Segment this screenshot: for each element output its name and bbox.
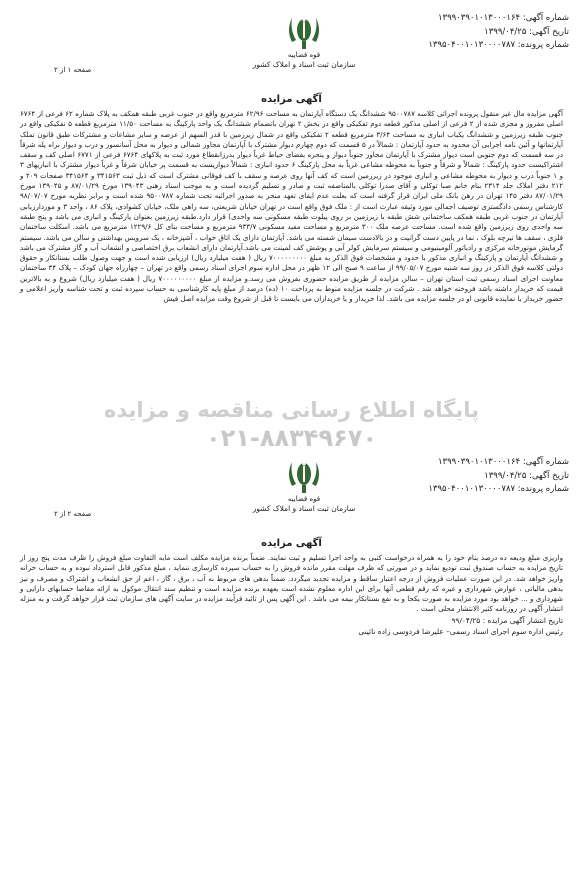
judiciary-emblem xyxy=(244,452,364,513)
emblem-label: قوه قضاییه xyxy=(287,51,321,59)
watermark-phone: ۰۲۱-۸۸۳۴۹۶۷۰ xyxy=(205,424,378,452)
notice-meta xyxy=(339,12,569,53)
organization-name: سازمان ثبت اسناد و املاک کشور xyxy=(252,504,356,513)
notice-date: تاریخ آگهی: ۱۳۹۹/۰۴/۲۵ xyxy=(484,470,569,481)
page-header xyxy=(14,4,569,92)
notice-meta xyxy=(339,456,569,497)
notice-date: تاریخ آگهی: ۱۳۹۹/۰۴/۲۵ xyxy=(484,26,569,37)
notice-body: واریزی مبلغ ودیعه ده درصد بنام خود را به همراه درخواست کتبی به واحد اجرا تسلیم و ثبت نمایند. ضمناً برنده مزایده مکلف است مابه التفاوت مبلغ فروش را ظرف مدت پنج روز از تاریخ مزایده به حساب صندوق ثبت تودیع نماید و در صورتی که ظرف مهلت مقرر مانده فروش را به حساب سپرده کارسازی ننماید ، مبلغ مذکور قابل استرداد نبوده و به حساب خزانه واریز خواهد شد. در این صورت عملیات فروش از درجه اعتبار ساقط و مزایده تجدید میگردد. ضمناً بدهی های مربوط به آب ، برق ، گاز ، اعم از حق انشعاب و اشتراک و مصرف و نیز بدهی مالیاتی ، عوارض شهرداری و غیره که رقم قطعی آنها برای این اداره معلوم نشده است بعهده برنده مزایده است و تنظیم سند انتقال موکول به ارائه مفاصا حسابهای دارایی و شهرداری و ... خواهد بود مورد مزایده به صورت یکجا و به نفع بستانکار بیمه می باشد . این آگهی پس از تائید فرآیند مزایده در سایت آگهی های سازمان ثبت قرار خواهد گرفت و به منزله انتشار آگهی در روزنامه کثیر الانتشار محلی است . xyxy=(20,553,563,614)
notice-body: آگهی مزایده مال غیر منقول پرونده اجرائی کلاسه ۹۵۰۰۷۸۷ ششدانگ یک دستگاه آپارتمان به مساحت ۶۲/۹۶ مترمربع واقع در جنوب غربی طبقه همکف به پلاک شماره ۶۲ فرعی از ۶۷۶۴ اصلی مفروز و مجزی شده از ۲ فرعی از اصلی مذکور قطعه دوم تفکیکی واقع در بخش ۲ تهران بانضمام ششدانگ یک واحد پارکینگ به مساحت ۱۱/۵۰ مترمربع قطعه ۵ تفکیکی واقع در جنوب طبقه زیرزمین و ششدانگ یکباب انباری به مساحت ۳/۶۴ مترمربع قطعه ۲ تفکیکی واقع در شمال زیرزمین با قدر السهم از عرصه و سایر مشاعات و مشترکات طبق قانون تملک آپارتمانها و آئین نامه اجرایی آن محدود به حدود آپارتمان : شمالاً در ۵ قسمت که دوم چهارم دیوار مشترک با آپارتمان مجاور شمالی و دیوار به محل آسانسور و درب و دیوار براه پله شرقاً در سه قسمت که دوم جنوبی است دیوار مشترک با آپارتمان مجاور جنوباً دیوار و پنجره بفضای حیاط غرباً دیوار بدرزانقطاع مورد ثبت به پلاکهای ۶۷۶۴ فرعی از ۶۷۷۱ اصلی کف و سقف اشتراکیست حدود پارکینگ : شمالاً و شرقاً و جنوباً به محوطه مشاعی غرباً به محل پارکینگ ۶ حدود انباری : شمالاً دیواریست به قسمت پر خیابان شرقاً و غرباً دیوار مشترک با انباریهای ۳ و ۱ جنوباً درب و دیوار به محوطه مشاعی و انباری موجود در زیرزمین است که کف آنها روی عرصه و سقف با کف فوقانی مشترک است که ذیل ثبت ۳۴۱۵۶۳ و ۳۴۱۵۶۴ صفحات ۲۰۹ و ۲۱۲ دفتر املاک جلد ۲۳۱۴ بنام خانم صبا توکلی و آقای صدرا توکلی بالمناصفه ثبت و صادر و تسلیم گردیده است و به موجب اسناد رهنی ۱۳۹۰۴۳ مورخ ۸۷/۰۱/۲۹ و ۱۳۹۰۴۵ مورخ ۸۷/۰۱/۲۹ دفتر ۱۴۵ تهران در رهن بانک ملی ایران قرار گرفته است که بعلت عدم ایفای تعهد منجر به صدور اجرائیه تحت شماره ۹۵۰۰۷۸۷ شده است و برابر نظریه مورخ ۹۸/۰۷/۰۷ کارشناس رسمی دادگستری توصیف اجمالی مورد وثیقه عبارت است از : ملک فوق واقع است در تهران خیابان شریعتی، سه راهی ملک، خیابان کشوادی، پلاک ۸۶ ، واحد ۳ و موردارزیابی آپارتمان در جنوب غربی طبقه همکف ساختمانی شش طبقه با زیرزمین بر روی پیلوت طبقه مسکونی سه واحدی) قرار دارد.طبقه زیرزمین بعنوان پارکینگ و انباری می باشد و پنج طبقه سه واحدی روی زیرزمین واقع شده است. مساحت عرصه ملک ۳۰۰ مترمربع و مساحت مفید مسکونی ۹۳۳/۷ مترمربع و مساحت بنای کل ۱۲۲۹/۶ مترمربع می باشد. اسکلت ساختمان فلزی ، سقف ها تیرچه بلوک ، نما در پایین دست گرانیت و در بالادست سیمان شسته می باشد. آپارتمان دارای یک اتاق خواب ، آشپزخانه ، یک سرویس بهداشتی و سالن می باشد. سیستم گرمایش موتورخانه مرکزی و رادیاتور آلومینیومی و سیستم سرمایش کولر آبی و پوشش کف لمینت می باشد.آپارتمان دارای انشعاب برق اختصاصی و انشعاب آب و گاز مشترک می باشد و ششدانگ آپارتمان و پارکینگ و انباری مذکور با حدود و مشخصات فوق الذکر به مبلغ ۷۰۰۰۰۰۰۰۰۰ ریال ( هفت میلیارد ریال) ارزیابی شده است و جهت وصول طلب بستانکار و حقوق دولتی کلاسه فوق الذکر در روز سه شنبه مورخ ۹۹/۰۵/۰۷ از ساعت ۹ صبح الی ۱۲ ظهر در محل اداره سوم اجرای اسناد رسمی واقع در تهران – چهارراه جهان کودک – پلاک ۳۴ ساختمان معاونت اجرای اسناد رسمی ثبت استان تهران – سالن مزایده از طریق مزایده حضوری بفروش می رسد.و مزایده از مبلغ ۷۰۰۰۰۰۰۰۰۰ ریال ( هفت میلیارد ریال) شروع و به بالاترین قیمت که خریدار داشته باشد فروخته خواهد شد . شرکت در جلسه مزایده منوط به پرداخت ۱۰ (ده) درصد از مبلغ پایه کارشناسی به حساب سپرده ثبت و تحت شناسه واریز اعلامی و حضور خریدار یا نماینده قانونی او در جلسه مزایده می باشد. لذا خریدار و یا خریداران می بایست تا قبل از شروع وقت مزایده اصل فیش xyxy=(20,109,564,304)
notice-number: شماره آگهی: ۱۳۹۹۰۳۹۰۱۰۱۳۰۰۰۱۶۴ xyxy=(437,457,569,467)
notice-number: شماره آگهی: ۱۳۹۹۰۳۹۰۱۰۱۳۰۰۰۱۶۴ xyxy=(437,13,569,23)
emblem-icon xyxy=(282,452,326,496)
case-number: شماره پرونده: ۱۳۹۵۰۴۰۰۱۰۱۳۰۰۰۰۷۸۷ xyxy=(428,40,569,50)
judiciary-emblem xyxy=(244,8,364,69)
watermark-title: پایگاه اطلاع رسانی مناقصه و مزایده xyxy=(103,398,480,422)
organization-name: سازمان ثبت اسناد و املاک کشور xyxy=(252,60,356,69)
notice-title: آگهی مزایده xyxy=(261,94,322,105)
page-number: صفحه ۲ از ۲ xyxy=(54,510,92,518)
case-number: شماره پرونده: ۱۳۹۵۰۴۰۰۱۰۱۳۰۰۰۰۷۸۷ xyxy=(428,484,569,494)
page-header xyxy=(14,448,569,536)
publish-date: تاریخ انتشار آگهی مزایده : ۹۹/۰۴/۲۵ xyxy=(451,615,563,625)
page-number: صفحه ۱ از ۲ xyxy=(54,66,92,74)
page-1 xyxy=(14,4,569,444)
page-2 xyxy=(14,448,569,874)
emblem-label: قوه قضاییه xyxy=(287,495,321,503)
emblem-icon xyxy=(282,8,326,52)
signature: رئیس اداره سوم اجرای اسناد رسمی– علیرضا فردوسی زاده نائینی xyxy=(358,626,563,636)
notice-title: آگهی مزایده xyxy=(261,538,322,549)
